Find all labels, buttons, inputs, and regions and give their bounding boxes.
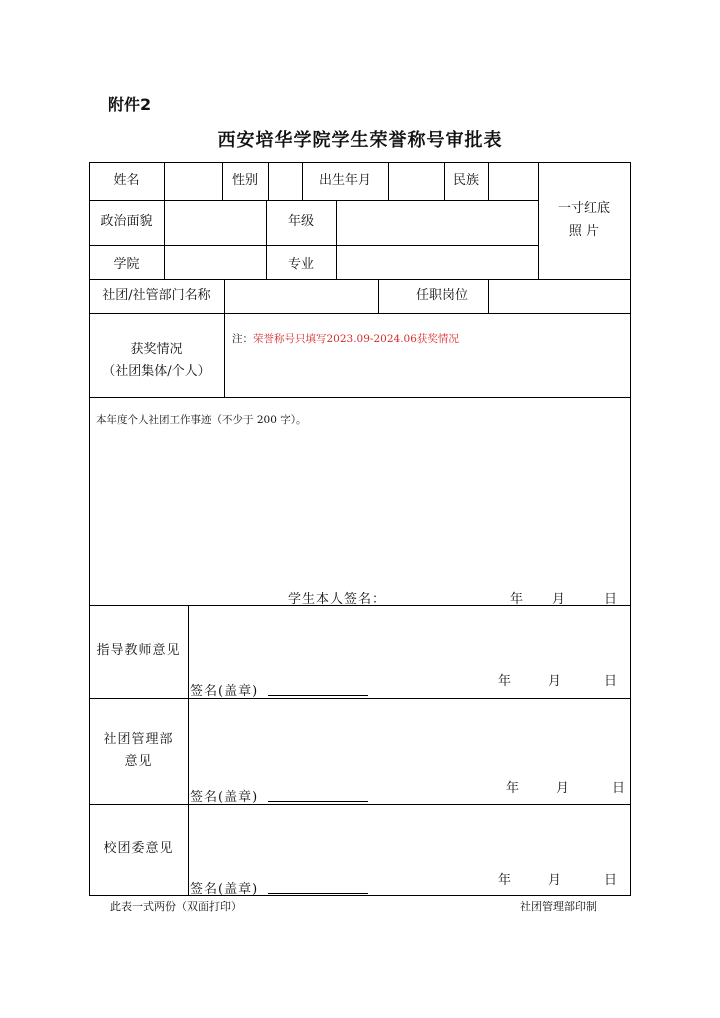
club-dept-label-line2: 意见 <box>124 754 153 769</box>
club-dept-field[interactable] <box>190 705 628 775</box>
club-dept-year: 年 <box>506 781 520 796</box>
club-dept-label-line1: 社团管理部 <box>103 731 174 747</box>
position-label: 任职岗位 <box>415 287 468 303</box>
club-dept-day: 日 <box>612 781 626 796</box>
gender-label: 性别 <box>231 172 258 188</box>
youth-league-sign-line[interactable] <box>268 893 368 894</box>
awards-label-line2: （社团集体/个人） <box>102 364 211 379</box>
advisor-field[interactable] <box>190 612 628 672</box>
club-label: 社团/社管部门名称 <box>102 287 211 303</box>
politics-label: 政治面貌 <box>100 214 153 230</box>
awards-note-prefix: 注： <box>232 333 253 345</box>
grade-label: 年级 <box>287 214 314 230</box>
deeds-month: 月 <box>552 592 566 607</box>
deeds-field[interactable] <box>94 430 626 580</box>
major-label: 专业 <box>287 257 314 273</box>
advisor-day: 日 <box>604 674 618 689</box>
youth-league-year: 年 <box>498 873 512 888</box>
advisor-label: 指导教师意见 <box>96 643 181 659</box>
deeds-label: 本年度个人社团工作事迹（不少于 200 字）。 <box>96 414 307 426</box>
birth-field[interactable] <box>388 162 444 200</box>
advisor-sign-line[interactable] <box>268 695 368 696</box>
ethnicity-label: 民族 <box>452 172 479 188</box>
name-label: 姓名 <box>113 172 140 188</box>
name-field[interactable] <box>164 162 222 200</box>
birth-label: 出生年月 <box>318 172 371 188</box>
position-field[interactable] <box>488 279 630 313</box>
awards-note: 荣誉称号只填写2023.09-2024.06获奖情况 <box>253 333 459 345</box>
student-signature-label: 学生本人签名： <box>288 592 387 607</box>
awards-label-line1: 获奖情况 <box>130 341 183 357</box>
politics-field[interactable] <box>164 200 266 245</box>
deeds-day: 日 <box>604 592 618 607</box>
youth-league-day: 日 <box>604 873 618 888</box>
club-dept-month: 月 <box>556 781 570 796</box>
college-label: 学院 <box>113 257 140 273</box>
awards-label <box>89 313 224 397</box>
advisor-month: 月 <box>548 674 562 689</box>
page-title: 西安培华学院学生荣誉称号审批表 <box>217 130 503 151</box>
club-dept-label <box>89 698 188 804</box>
photo-label-line2: 照 片 <box>568 223 600 239</box>
grade-field[interactable] <box>336 200 538 245</box>
youth-league-sign-label: 签名(盖章) <box>190 882 259 897</box>
attachment-label: 附件2 <box>108 95 152 114</box>
footer-right: 社团管理部印制 <box>520 900 597 913</box>
club-dept-sign-line[interactable] <box>268 801 368 802</box>
major-field[interactable] <box>336 245 538 279</box>
ethnicity-field[interactable] <box>488 162 538 200</box>
club-dept-sign-label: 签名(盖章) <box>190 790 259 805</box>
photo-label-line1: 一寸红底 <box>557 201 610 217</box>
youth-league-month: 月 <box>548 873 562 888</box>
awards-field[interactable] <box>224 313 630 397</box>
youth-league-field[interactable] <box>190 810 628 865</box>
gender-field[interactable] <box>268 162 302 200</box>
college-field[interactable] <box>164 245 266 279</box>
advisor-sign-label: 签名(盖章) <box>190 684 259 699</box>
club-field[interactable] <box>224 279 378 313</box>
footer-left: 此表一式两份（双面打印） <box>110 900 242 913</box>
deeds-year: 年 <box>510 592 524 607</box>
photo-box[interactable] <box>538 162 630 279</box>
advisor-year: 年 <box>498 674 512 689</box>
youth-league-label: 校团委意见 <box>103 841 174 857</box>
